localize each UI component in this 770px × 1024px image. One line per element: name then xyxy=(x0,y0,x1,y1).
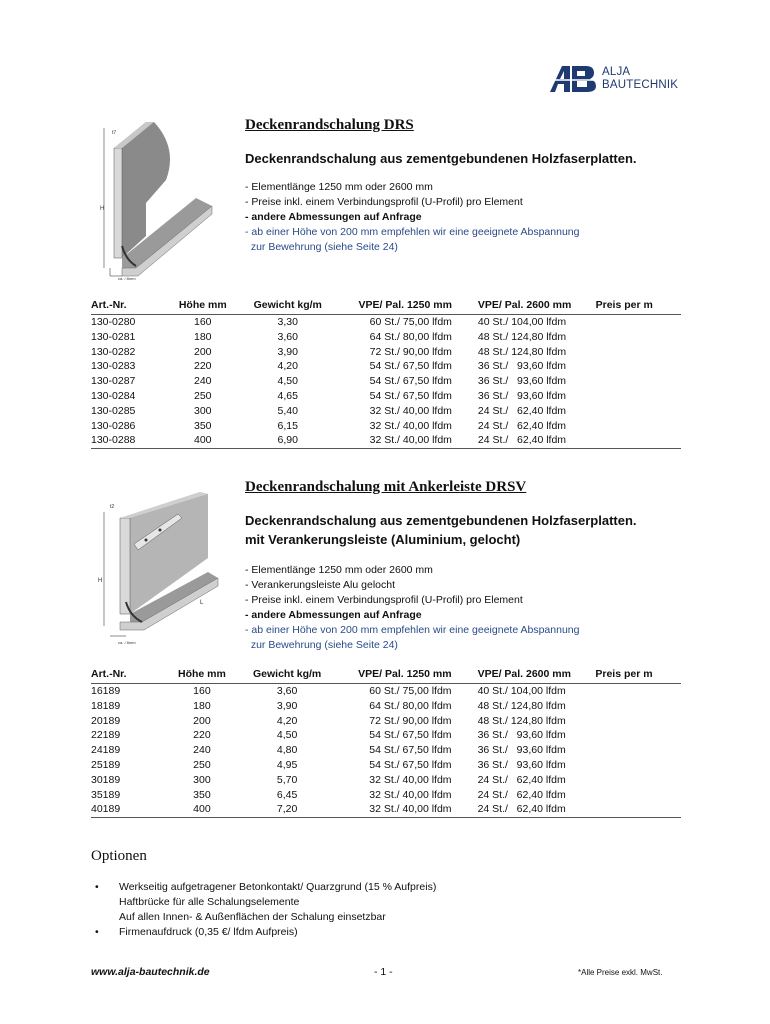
drawing1-label-bottom: ca. / 8mm xyxy=(118,276,136,281)
bullet-icon: • xyxy=(95,926,99,938)
table-cell: 20189 xyxy=(91,714,121,727)
table-cell: 36 St./ 93,60 lfdm xyxy=(477,360,567,373)
section2-title: Deckenrandschalung mit Ankerleiste DRSV xyxy=(245,479,527,495)
table-cell: 18189 xyxy=(91,699,121,712)
table-cell: 24 St./ 62,40 lfdm xyxy=(477,788,566,801)
table-cell: 54 St./ 67,50 lfdm xyxy=(369,744,452,757)
table-row xyxy=(91,684,681,699)
table-cell: 4,50 xyxy=(277,375,298,388)
table-cell: 24 St./ 62,40 lfdm xyxy=(458,433,596,448)
section1-bullet: - ab einer Höhe von 200 mm empfehlen wir eine geeignete Abspannung xyxy=(245,226,580,238)
table-row xyxy=(91,404,681,419)
section2-subtitle-line: Deckenrandschalung aus zementgebundenen Holzfaserplatten. xyxy=(245,513,637,528)
table-cell: 60 St./ 75,00 lfdm xyxy=(369,685,452,697)
table-row xyxy=(91,802,681,817)
table-cell: 130-0284 xyxy=(91,389,136,402)
table-cell: 4,95 xyxy=(276,758,298,771)
table-cell: 240 xyxy=(193,375,212,388)
col-header: Preis per m xyxy=(596,298,681,315)
logo-line-1: ALJA xyxy=(602,66,631,78)
table-cell xyxy=(596,433,681,448)
section2-bullet: zur Bewehrung (siehe Seite 24) xyxy=(245,639,398,651)
section2-bullet: - Verankerungsleiste Alu gelocht xyxy=(245,579,396,591)
option-item xyxy=(91,925,436,940)
table-cell: 130-0288 xyxy=(91,433,163,448)
col-header: Gewicht kg/m xyxy=(243,298,333,315)
table-cell: 60 St./ 75,00 lfdm xyxy=(369,316,452,328)
table-cell: 32 St./ 40,00 lfdm xyxy=(332,802,457,817)
section1-bullet: - Elementlänge 1250 mm oder 2600 mm xyxy=(245,181,433,193)
table-cell xyxy=(596,359,681,374)
table-row xyxy=(91,419,681,434)
table-cell: 36 St./ 93,60 lfdm xyxy=(477,375,567,388)
footer-website-link[interactable]: www.alja-bautechnik.de xyxy=(91,966,210,978)
table-cell: 32 St./ 40,00 lfdm xyxy=(369,788,452,801)
option-line: Werkseitig aufgetragener Betonkontakt/ Quarzgrund (15 % Aufpreis) xyxy=(119,881,437,893)
table-row xyxy=(91,359,681,374)
section2-subtitle xyxy=(245,511,637,549)
table-cell: 7,20 xyxy=(242,802,332,817)
col-header: VPE/ Pal. 2600 mm xyxy=(458,667,596,684)
table-row xyxy=(91,699,681,714)
section1-bullet: - andere Abmessungen auf Anfrage xyxy=(245,211,422,223)
price-table-drsv xyxy=(91,667,681,818)
table-cell: 48 St./ 124,80 lfdm xyxy=(477,345,567,358)
table-cell xyxy=(596,419,681,434)
table-cell: 24 St./ 62,40 lfdm xyxy=(477,773,566,786)
table-cell xyxy=(595,788,681,803)
section1-bullets xyxy=(245,180,579,255)
drawing1-label-side: H xyxy=(100,206,105,212)
table-cell: 4,50 xyxy=(276,729,298,742)
table-cell: 200 xyxy=(193,345,212,358)
drawing1-label-top: t7 xyxy=(112,130,117,136)
section2-bullet: - andere Abmessungen auf Anfrage xyxy=(245,609,422,621)
table-header-row xyxy=(91,298,681,315)
table-cell: 3,90 xyxy=(277,345,298,358)
section2-bullets xyxy=(245,563,579,653)
table-cell: 25189 xyxy=(91,758,121,771)
table-cell xyxy=(596,315,681,330)
table-cell xyxy=(595,699,681,714)
table-cell: 130-0282 xyxy=(91,345,136,358)
footer-page-number: - 1 - xyxy=(374,966,393,978)
table-cell: 4,65 xyxy=(277,389,298,402)
table-cell: 54 St./ 67,50 lfdm xyxy=(369,389,452,402)
table-cell: 130-0280 xyxy=(91,316,136,328)
section2-bullet: - Elementlänge 1250 mm oder 2600 mm xyxy=(245,564,433,576)
section1-title: Deckenrandschalung DRS xyxy=(245,117,414,133)
table-cell xyxy=(595,758,681,773)
col-header: Gewicht kg/m xyxy=(242,667,332,684)
table-cell: 6,15 xyxy=(277,419,298,432)
table-row xyxy=(91,773,681,788)
table-cell: 32 St./ 40,00 lfdm xyxy=(369,773,452,786)
footer-price-note: *Alle Preise exkl. MwSt. xyxy=(578,968,663,977)
section1-bullet: zur Bewehrung (siehe Seite 24) xyxy=(245,241,398,253)
col-header: VPE/ Pal. 2600 mm xyxy=(458,298,596,315)
table-cell: 3,30 xyxy=(277,316,298,328)
table-cell: 4,80 xyxy=(276,744,298,757)
table-cell: 36 St./ 93,60 lfdm xyxy=(477,389,567,402)
table-cell: 4,20 xyxy=(276,714,298,727)
table-cell: 16189 xyxy=(91,685,121,697)
table-cell xyxy=(596,389,681,404)
table-cell: 6,45 xyxy=(276,788,298,801)
table-row xyxy=(91,433,681,448)
table-cell: 3,60 xyxy=(277,330,298,343)
table-cell: 220 xyxy=(193,729,211,742)
price-table-drs xyxy=(91,298,681,449)
table-cell: 300 xyxy=(193,773,211,786)
section2-bullet: - ab einer Höhe von 200 mm empfehlen wir eine geeignete Abspannung xyxy=(245,624,580,636)
table-cell: 54 St./ 67,50 lfdm xyxy=(369,758,452,771)
table-cell: 300 xyxy=(193,404,212,417)
table-cell: 180 xyxy=(193,330,212,343)
section1-subtitle: Deckenrandschalung aus zementgebundenen Holzfaserplatten. xyxy=(245,151,637,166)
drawing2-label-right: L xyxy=(200,600,204,606)
table-cell: 40 St./ 104,00 lfdm xyxy=(477,685,566,697)
table-cell: 54 St./ 67,50 lfdm xyxy=(369,729,452,742)
table-row xyxy=(91,728,681,743)
table-cell: 130-0283 xyxy=(91,360,136,373)
table-cell: 72 St./ 90,00 lfdm xyxy=(369,345,452,358)
table-cell: 64 St./ 80,00 lfdm xyxy=(369,330,452,343)
section1-bullet: - Preise inkl. einem Verbindungsprofil (U-Profil) pro Element xyxy=(245,196,523,208)
table-row xyxy=(91,315,681,330)
table-cell: 72 St./ 90,00 lfdm xyxy=(369,714,452,727)
table-cell: 160 xyxy=(193,316,212,328)
table-cell: 35189 xyxy=(91,788,121,801)
table-cell: 54 St./ 67,50 lfdm xyxy=(369,360,452,373)
bullet-icon: • xyxy=(95,881,99,893)
table-cell: 4,20 xyxy=(277,360,298,373)
drawing2-label-side: H xyxy=(98,578,103,584)
table-cell: 160 xyxy=(193,685,211,697)
table-row xyxy=(91,714,681,729)
table-cell: 250 xyxy=(193,389,212,402)
table-header-row xyxy=(91,667,681,684)
col-header: VPE/ Pal. 1250 mm xyxy=(332,667,457,684)
table-cell: 6,90 xyxy=(243,433,333,448)
drawing2-label-bottom: ca. / 8mm xyxy=(118,640,136,645)
table-cell xyxy=(595,684,681,699)
table-cell xyxy=(595,743,681,758)
company-logo xyxy=(548,64,678,98)
table-cell xyxy=(595,728,681,743)
table-cell: 24 St./ 62,40 lfdm xyxy=(458,802,596,817)
logo-text xyxy=(602,66,678,92)
table-cell: 130-0287 xyxy=(91,375,136,388)
drawing2-label-top: t2 xyxy=(110,504,115,510)
table-cell: 350 xyxy=(193,788,211,801)
table-cell: 24 St./ 62,40 lfdm xyxy=(477,404,567,417)
col-header: Preis per m xyxy=(595,667,681,684)
table-cell: 48 St./ 124,80 lfdm xyxy=(477,699,566,712)
table-cell: 32 St./ 40,00 lfdm xyxy=(369,404,452,417)
table-row xyxy=(91,389,681,404)
table-cell: 36 St./ 93,60 lfdm xyxy=(477,744,566,757)
section2-bullet: - Preise inkl. einem Verbindungsprofil (U-Profil) pro Element xyxy=(245,594,523,606)
col-header: Höhe mm xyxy=(163,298,243,315)
table-row xyxy=(91,345,681,360)
table-cell: 32 St./ 40,00 lfdm xyxy=(369,419,452,432)
col-header: Art.-Nr. xyxy=(91,667,162,684)
table-cell xyxy=(596,345,681,360)
table-cell: 220 xyxy=(193,360,212,373)
table-cell: 130-0286 xyxy=(91,419,136,432)
drsv-profile-drawing xyxy=(96,488,226,653)
option-item xyxy=(91,880,436,925)
table-cell: 5,40 xyxy=(277,404,298,417)
table-cell: 180 xyxy=(193,699,211,712)
table-row xyxy=(91,758,681,773)
table-cell: 130-0285 xyxy=(91,404,136,417)
table-cell: 48 St./ 124,80 lfdm xyxy=(477,714,566,727)
table-cell: 24 St./ 62,40 lfdm xyxy=(477,419,567,432)
table-cell: 40189 xyxy=(91,802,162,817)
table-cell: 240 xyxy=(193,744,211,757)
table-cell: 200 xyxy=(193,714,211,727)
col-header: Art.-Nr. xyxy=(91,298,163,315)
table-cell: 400 xyxy=(162,802,242,817)
col-header: VPE/ Pal. 1250 mm xyxy=(333,298,458,315)
table-cell: 130-0281 xyxy=(91,330,136,343)
table-row xyxy=(91,788,681,803)
table-cell: 54 St./ 67,50 lfdm xyxy=(369,375,452,388)
drs-profile-drawing xyxy=(96,118,226,283)
table-cell: 3,90 xyxy=(276,699,298,712)
table-row xyxy=(91,743,681,758)
option-line: Haftbrücke für alle Schalungselemente xyxy=(119,896,300,908)
options-list xyxy=(91,880,436,940)
table-cell: 22189 xyxy=(91,729,121,742)
table-cell: 40 St./ 104,00 lfdm xyxy=(477,316,567,328)
table-cell xyxy=(595,714,681,729)
table-cell: 5,70 xyxy=(276,773,298,786)
options-title: Optionen xyxy=(91,848,147,864)
table-cell: 64 St./ 80,00 lfdm xyxy=(369,699,452,712)
col-header: Höhe mm xyxy=(162,667,242,684)
table-cell xyxy=(596,330,681,345)
table-cell: 30189 xyxy=(91,773,121,786)
table-cell: 250 xyxy=(193,758,211,771)
table-cell: 48 St./ 124,80 lfdm xyxy=(477,330,567,343)
table-cell: 3,60 xyxy=(276,685,298,697)
table-cell xyxy=(596,374,681,389)
table-cell xyxy=(595,773,681,788)
table-row xyxy=(91,374,681,389)
logo-line-2: BAUTECHNIK xyxy=(602,79,679,91)
table-cell: 36 St./ 93,60 lfdm xyxy=(477,729,566,742)
option-line: Auf allen Innen- & Außenflächen der Schalung einsetzbar xyxy=(119,911,386,923)
section2-subtitle-line: mit Verankerungsleiste (Aluminium, gelocht) xyxy=(245,532,521,547)
table-cell: 350 xyxy=(193,419,212,432)
table-cell: 32 St./ 40,00 lfdm xyxy=(333,433,458,448)
table-cell: 400 xyxy=(163,433,243,448)
logo-mark-icon xyxy=(548,64,600,94)
option-line: Firmenaufdruck (0,35 €/ lfdm Aufpreis) xyxy=(119,926,298,938)
table-cell xyxy=(596,404,681,419)
table-cell: 36 St./ 93,60 lfdm xyxy=(477,758,566,771)
table-cell: 24189 xyxy=(91,744,121,757)
table-row xyxy=(91,330,681,345)
table-cell xyxy=(595,802,681,817)
